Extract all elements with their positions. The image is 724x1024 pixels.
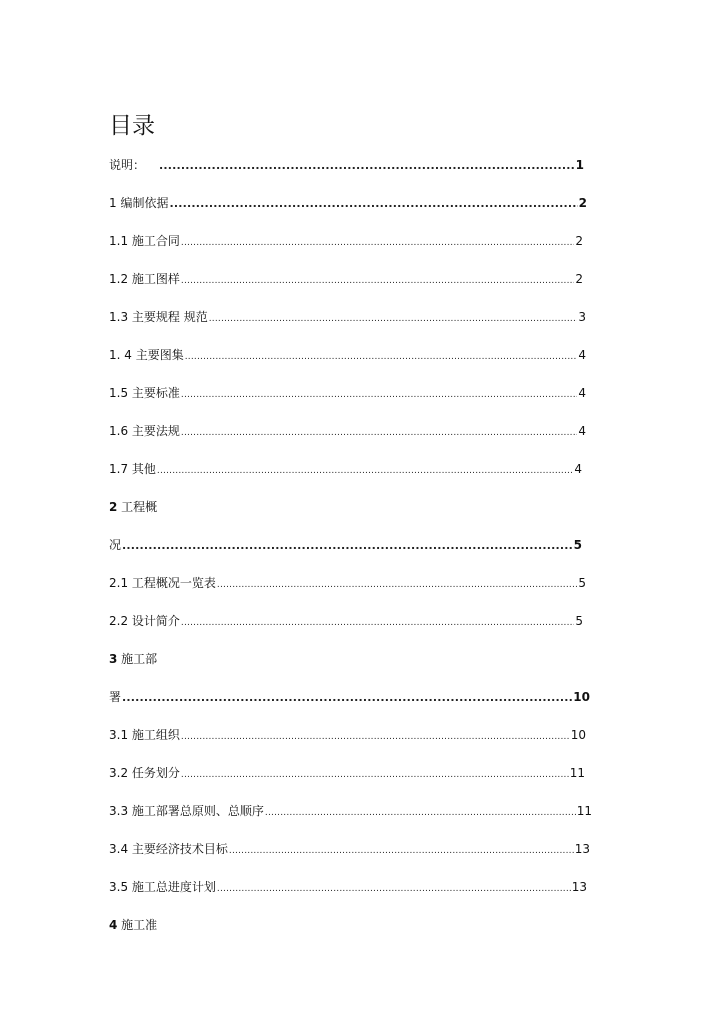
toc-entry-page: 5 [578,576,586,590]
toc-entry-page: 2 [575,272,583,286]
toc-entry-label: 1.5 主要标准 [109,386,180,400]
toc-entry-page: 5 [573,538,582,552]
toc-entry-label: 说明： [109,158,146,172]
toc-entry[interactable] [109,194,587,211]
toc-leader-dots [217,884,571,894]
toc-entry[interactable] [109,232,583,249]
toc-entry[interactable] [109,650,157,667]
toc-entry-label: 1 编制依据 [109,196,169,210]
toc-entry[interactable] [109,156,584,173]
toc-entry-label: 1. 4 主要图集 [109,348,184,362]
toc-leader-dots [122,539,573,552]
toc-entry[interactable] [109,612,583,629]
toc-entry-label: 1.3 主要规程 规范 [109,310,208,324]
toc-entry[interactable] [109,802,592,819]
toc-entry-label: 1.2 施工图样 [109,272,180,286]
toc-entry[interactable] [109,270,583,287]
toc-entry-page: 5 [575,614,583,628]
toc-entry-page: 11 [576,804,592,818]
toc-entry-label: 3.2 任务划分 [109,766,180,780]
page-title: 目录 [109,113,155,139]
toc-leader-dots [181,390,577,400]
toc-entry-label: 2 工程概 [109,500,158,514]
toc-leader-dots [209,314,578,324]
toc-entry[interactable] [109,726,586,743]
toc-entry[interactable] [109,346,586,363]
toc-entry-page: 11 [569,766,585,780]
toc-leader-dots [181,428,577,438]
toc-entry-page: 2 [575,234,583,248]
toc-entry-label: 1.6 主要法规 [109,424,180,438]
toc-leader-dots [181,732,570,742]
toc-entry[interactable] [109,574,586,591]
toc-leader-dots [169,197,577,210]
toc-entry-label: 2.2 设计简介 [109,614,180,628]
toc-entry[interactable] [109,688,590,705]
toc-entry-label: 况 [109,538,122,552]
toc-entry-page: 2 [578,196,587,210]
toc-entry-label: 4 施工准 [109,918,158,932]
toc-leader-dots [229,846,574,856]
toc-entry-page: 13 [571,880,587,894]
toc-entry[interactable] [109,384,586,401]
toc-entry-page: 10 [573,690,590,704]
toc-entry[interactable] [109,498,157,515]
toc-entry[interactable] [109,878,587,895]
toc-entry-page: 4 [578,424,586,438]
toc-leader-dots [122,691,572,704]
toc-entry[interactable] [109,536,582,553]
toc-entry-label: 2.1 工程概况一览表 [109,576,216,590]
toc-entry[interactable] [109,308,586,325]
toc-entry-label: 3.1 施工组织 [109,728,180,742]
toc-entry-page: 4 [574,462,582,476]
toc-leader-dots [265,808,576,818]
toc-entry-page: 3 [578,310,586,324]
toc-entry-label: 3.4 主要经济技术目标 [109,842,228,856]
toc-entry[interactable] [109,764,585,781]
toc-entry-page: 4 [578,386,586,400]
toc-entry-label: 署 [109,690,122,704]
toc-entry[interactable] [109,916,157,933]
toc-leader-dots [181,770,569,780]
toc-entry-label: 3.5 施工总进度计划 [109,880,216,894]
toc-leader-dots [181,238,574,248]
toc-entry[interactable] [109,422,586,439]
toc-entry-page: 10 [570,728,586,742]
toc-leader-dots [181,276,574,286]
toc-leader-dots [157,466,573,476]
toc-entry-label: 3.3 施工部署总原则、总顺序 [109,804,264,818]
toc-entry[interactable] [109,460,582,477]
toc-entry-page: 13 [574,842,590,856]
toc-leader-dots [217,580,577,590]
toc-entry-label: 1.7 其他 [109,462,156,476]
toc-leader-dots [185,352,578,362]
toc-entry[interactable] [109,840,590,857]
toc-leader-dots [181,618,574,628]
toc-leader-dots [159,159,575,172]
toc-entry-label: 1.1 施工合同 [109,234,180,248]
toc-entry-page: 4 [578,348,586,362]
toc-entry-page: 1 [575,158,584,172]
toc-entry-label: 3 施工部 [109,652,158,666]
